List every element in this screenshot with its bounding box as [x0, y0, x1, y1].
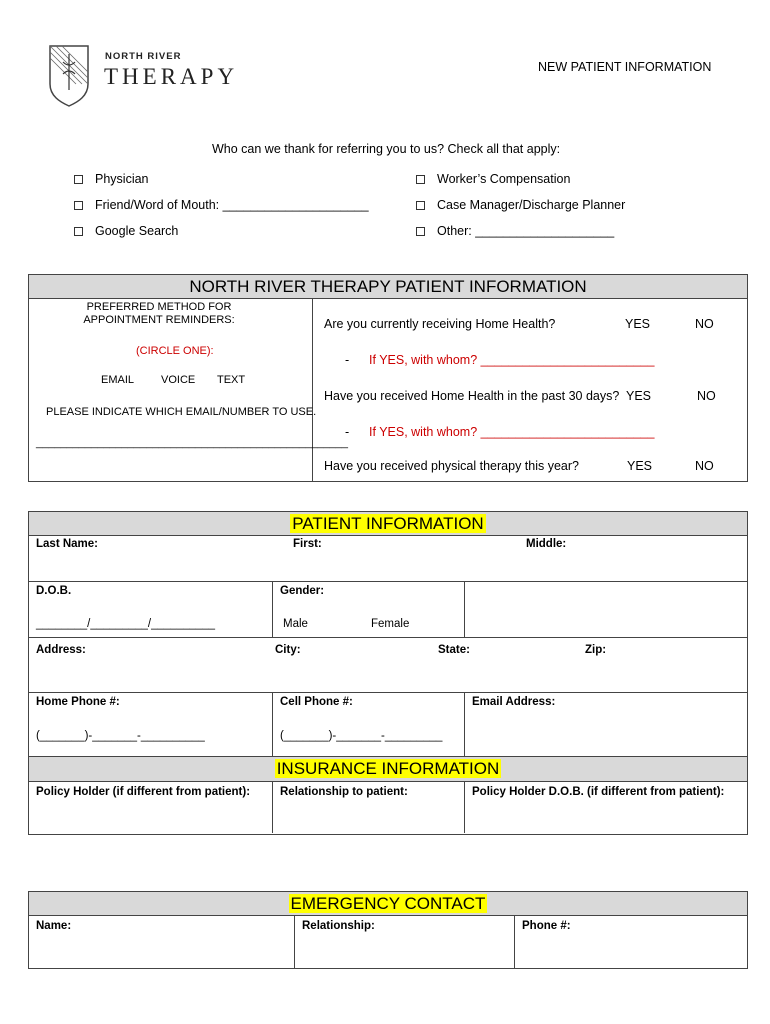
emergency-section	[28, 891, 748, 969]
first-name-label[interactable]: First:	[293, 538, 322, 550]
gender-female[interactable]: Female	[371, 618, 410, 630]
relationship-label[interactable]: Relationship to patient:	[280, 786, 408, 798]
doc-title: NEW PATIENT INFORMATION	[538, 60, 712, 74]
insurance-header: INSURANCE INFORMATION	[29, 757, 747, 782]
checkbox-icon[interactable]	[74, 201, 83, 210]
if-yes-1[interactable]: If YES, with whom? _________________________	[369, 353, 655, 367]
emergency-relationship-label[interactable]: Relationship:	[302, 920, 375, 932]
logo	[48, 44, 263, 108]
col-divider	[514, 916, 515, 968]
zip-label[interactable]: Zip:	[585, 644, 607, 656]
if-yes-2[interactable]: If YES, with whom? _________________________	[369, 425, 655, 439]
question-home-health-30: Have you received Home Health in the past 30 days?	[324, 389, 620, 403]
col-divider	[464, 782, 465, 833]
col-divider	[464, 581, 465, 637]
row-divider	[29, 581, 747, 582]
divider	[312, 299, 313, 481]
insurance-section	[28, 757, 748, 835]
logo-north-river: NORTH RIVER	[105, 51, 182, 62]
row-divider	[29, 692, 747, 693]
cell-phone-line[interactable]: (_______)-_______-_________	[280, 730, 443, 742]
answer-yes-2[interactable]: YES	[626, 389, 652, 403]
col-divider	[272, 782, 273, 833]
checkbox-icon[interactable]	[74, 175, 83, 184]
policy-holder-label[interactable]: Policy Holder (if different from patient):	[36, 786, 251, 798]
emergency-header: EMERGENCY CONTACT	[29, 892, 747, 916]
gender-label: Gender:	[280, 585, 325, 597]
answer-yes-3[interactable]: YES	[627, 459, 653, 473]
referral-option-google[interactable]: Google Search	[74, 224, 178, 238]
col-divider	[272, 692, 273, 756]
pref-method-label: PREFERRED METHOD FOR APPOINTMENT REMINDERS:	[83, 301, 235, 326]
answer-no-2[interactable]: NO	[697, 389, 716, 403]
checkbox-icon[interactable]	[416, 227, 425, 236]
method-text[interactable]: TEXT	[217, 374, 246, 386]
cell-phone-label[interactable]: Cell Phone #:	[280, 696, 353, 708]
referral-question: Who can we thank for referring you to us? Check all that apply:	[212, 142, 561, 156]
referral-option-case-manager[interactable]: Case Manager/Discharge Planner	[416, 198, 625, 212]
logo-therapy: THERAPY	[104, 64, 239, 89]
patient-info-section	[28, 511, 748, 757]
method-voice[interactable]: VOICE	[161, 374, 196, 386]
referral-option-physician[interactable]: Physician	[74, 172, 149, 186]
patient-info-header: PATIENT INFORMATION	[29, 512, 747, 536]
middle-name-label[interactable]: Middle:	[526, 538, 567, 550]
referral-option-friend[interactable]: Friend/Word of Mouth: _____________________	[74, 198, 369, 212]
circle-one-label: (CIRCLE ONE):	[136, 345, 214, 357]
state-label[interactable]: State:	[438, 644, 470, 656]
nrt-info-section	[28, 274, 748, 482]
email-label[interactable]: Email Address:	[472, 696, 556, 708]
answer-no-3[interactable]: NO	[695, 459, 714, 473]
gender-male[interactable]: Male	[283, 618, 308, 630]
referral-option-workers-comp[interactable]: Worker’s Compensation	[416, 172, 570, 186]
answer-no-1[interactable]: NO	[695, 317, 714, 331]
row-divider	[29, 637, 747, 638]
dash-1: -	[345, 353, 350, 367]
referral-option-other[interactable]: Other: ____________________	[416, 224, 614, 238]
last-name-label[interactable]: Last Name:	[36, 538, 98, 550]
emergency-phone-label[interactable]: Phone #:	[522, 920, 571, 932]
dash-2: -	[345, 425, 350, 439]
shield-logo-icon	[48, 44, 90, 108]
checkbox-icon[interactable]	[416, 175, 425, 184]
col-divider	[294, 916, 295, 968]
emergency-name-label[interactable]: Name:	[36, 920, 72, 932]
nrt-info-header: NORTH RIVER THERAPY PATIENT INFORMATION	[29, 275, 747, 299]
dob-line[interactable]: ________/_________/__________	[36, 618, 216, 630]
address-label[interactable]: Address:	[36, 644, 86, 656]
answer-yes-1[interactable]: YES	[625, 317, 651, 331]
checkbox-icon[interactable]	[74, 227, 83, 236]
indicate-line[interactable]: ___________________________________________________	[36, 437, 349, 449]
indicate-label: PLEASE INDICATE WHICH EMAIL/NUMBER TO USE.	[46, 406, 317, 418]
city-label[interactable]: City:	[275, 644, 301, 656]
home-phone-line[interactable]: (_______)-_______-__________	[36, 730, 205, 742]
checkbox-icon[interactable]	[416, 201, 425, 210]
col-divider	[272, 581, 273, 637]
col-divider	[464, 692, 465, 756]
question-pt-year: Have you received physical therapy this year?	[324, 459, 579, 473]
dob-label[interactable]: D.O.B.	[36, 585, 72, 597]
question-home-health: Are you currently receiving Home Health?	[324, 317, 556, 331]
home-phone-label[interactable]: Home Phone #:	[36, 696, 120, 708]
method-email[interactable]: EMAIL	[101, 374, 135, 386]
holder-dob-label[interactable]: Policy Holder D.O.B. (if different from patient):	[472, 786, 725, 798]
